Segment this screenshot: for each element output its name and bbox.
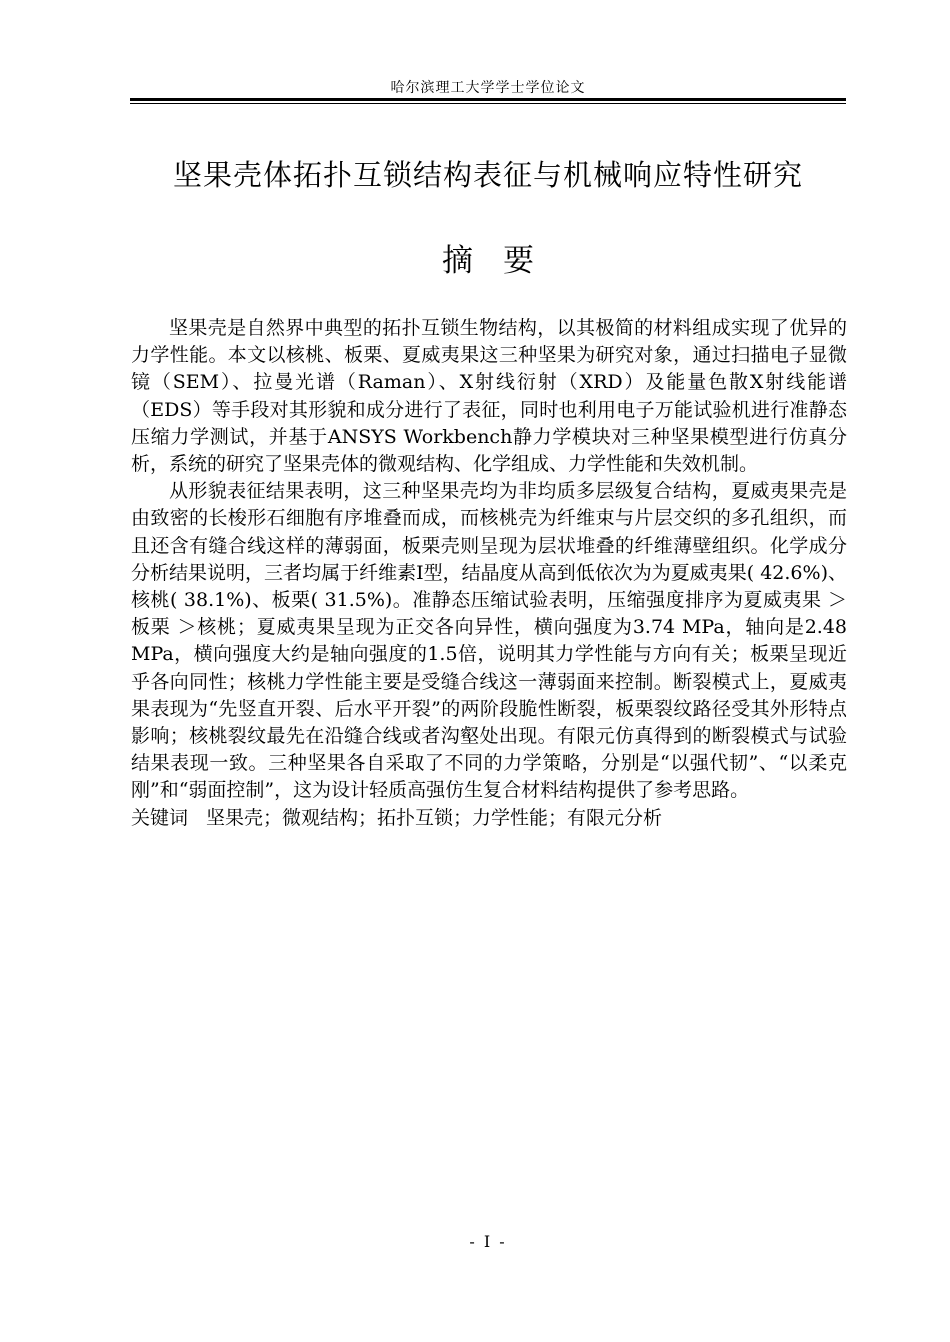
running-header: 哈尔滨理工大学学士学位论文 bbox=[390, 80, 586, 96]
header-rule-thin bbox=[130, 103, 846, 104]
page-number: - I - bbox=[469, 1232, 507, 1251]
thesis-title: 坚果壳体拓扑互锁结构表征与机械响应特性研究 bbox=[172, 158, 803, 192]
keywords-list: 坚果壳；微观结构；拓扑互锁；力学性能；有限元分析 bbox=[206, 806, 663, 829]
keywords-label: 关键词 bbox=[131, 806, 189, 829]
abstract-body bbox=[131, 315, 847, 832]
abstract-paragraph-2: 从形貌表征结果表明，这三种坚果壳均为非均质多层级复合结构，夏威夷果壳是由致密的长梭形石细胞有序堆叠而成，而核桃壳为纤维束与片层交织的多孔组织，而且还含有缝合线这样的薄弱面，板栗壳则呈现为层状堆叠的纤维薄壁组织。化学成分分析结果说明，三者均属于纤维素I型，结晶度从高到低依次为为夏威夷果( 42.6%)、核桃( 38.1%)、板栗( 31.5%)。准静态压缩试验表明，压缩强度排序为夏威夷果 ＞板栗 ＞核桃；夏威夷果呈现为正交各向异性，横向强度为3.74 MPa，轴向是2.48 MPa，横向强度大约是轴向强度的1.5倍，说明其力学性能与方向有关；板栗呈现近乎各向同性；核桃力学性能主要是受缝合线这一薄弱面来控制。断裂模式上，夏威夷果表现为“先竖直开裂、后水平开裂”的两阶段脆性断裂，板栗裂纹路径受其外形特点影响；核桃裂纹最先在沿缝合线或者沟壑处出现。有限元仿真得到的断裂模式与试验结果表现一致。三种坚果各自采取了不同的力学策略，分别是“以强代韧”、“以柔克刚”和“弱面控制”，这为设计轻质高强仿生复合材料结构提供了参考思路。 bbox=[131, 480, 847, 802]
abstract-heading-char-2: 要 bbox=[503, 243, 534, 279]
abstract-heading bbox=[100, 239, 876, 283]
abstract-heading-char-1: 摘 bbox=[442, 243, 473, 279]
header-rule-thick bbox=[130, 98, 846, 101]
keywords-line bbox=[131, 805, 847, 832]
abstract-paragraph-1: 坚果壳是自然界中典型的拓扑互锁生物结构，以其极简的材料组成实现了优异的力学性能。本文以核桃、板栗、夏威夷果这三种坚果为研究对象，通过扫描电子显微镜（SEM）、拉曼光谱（Raman）、X射线衍射（XRD）及能量色散X射线能谱（EDS）等手段对其形貌和成分进行了表征，同时也利用电子万能试验机进行准静态压缩力学测试，并基于ANSYS Workbench静力学模块对三种坚果模型进行仿真分析，系统的研究了坚果壳体的微观结构、化学组成、力学性能和失效机制。 bbox=[131, 317, 847, 476]
